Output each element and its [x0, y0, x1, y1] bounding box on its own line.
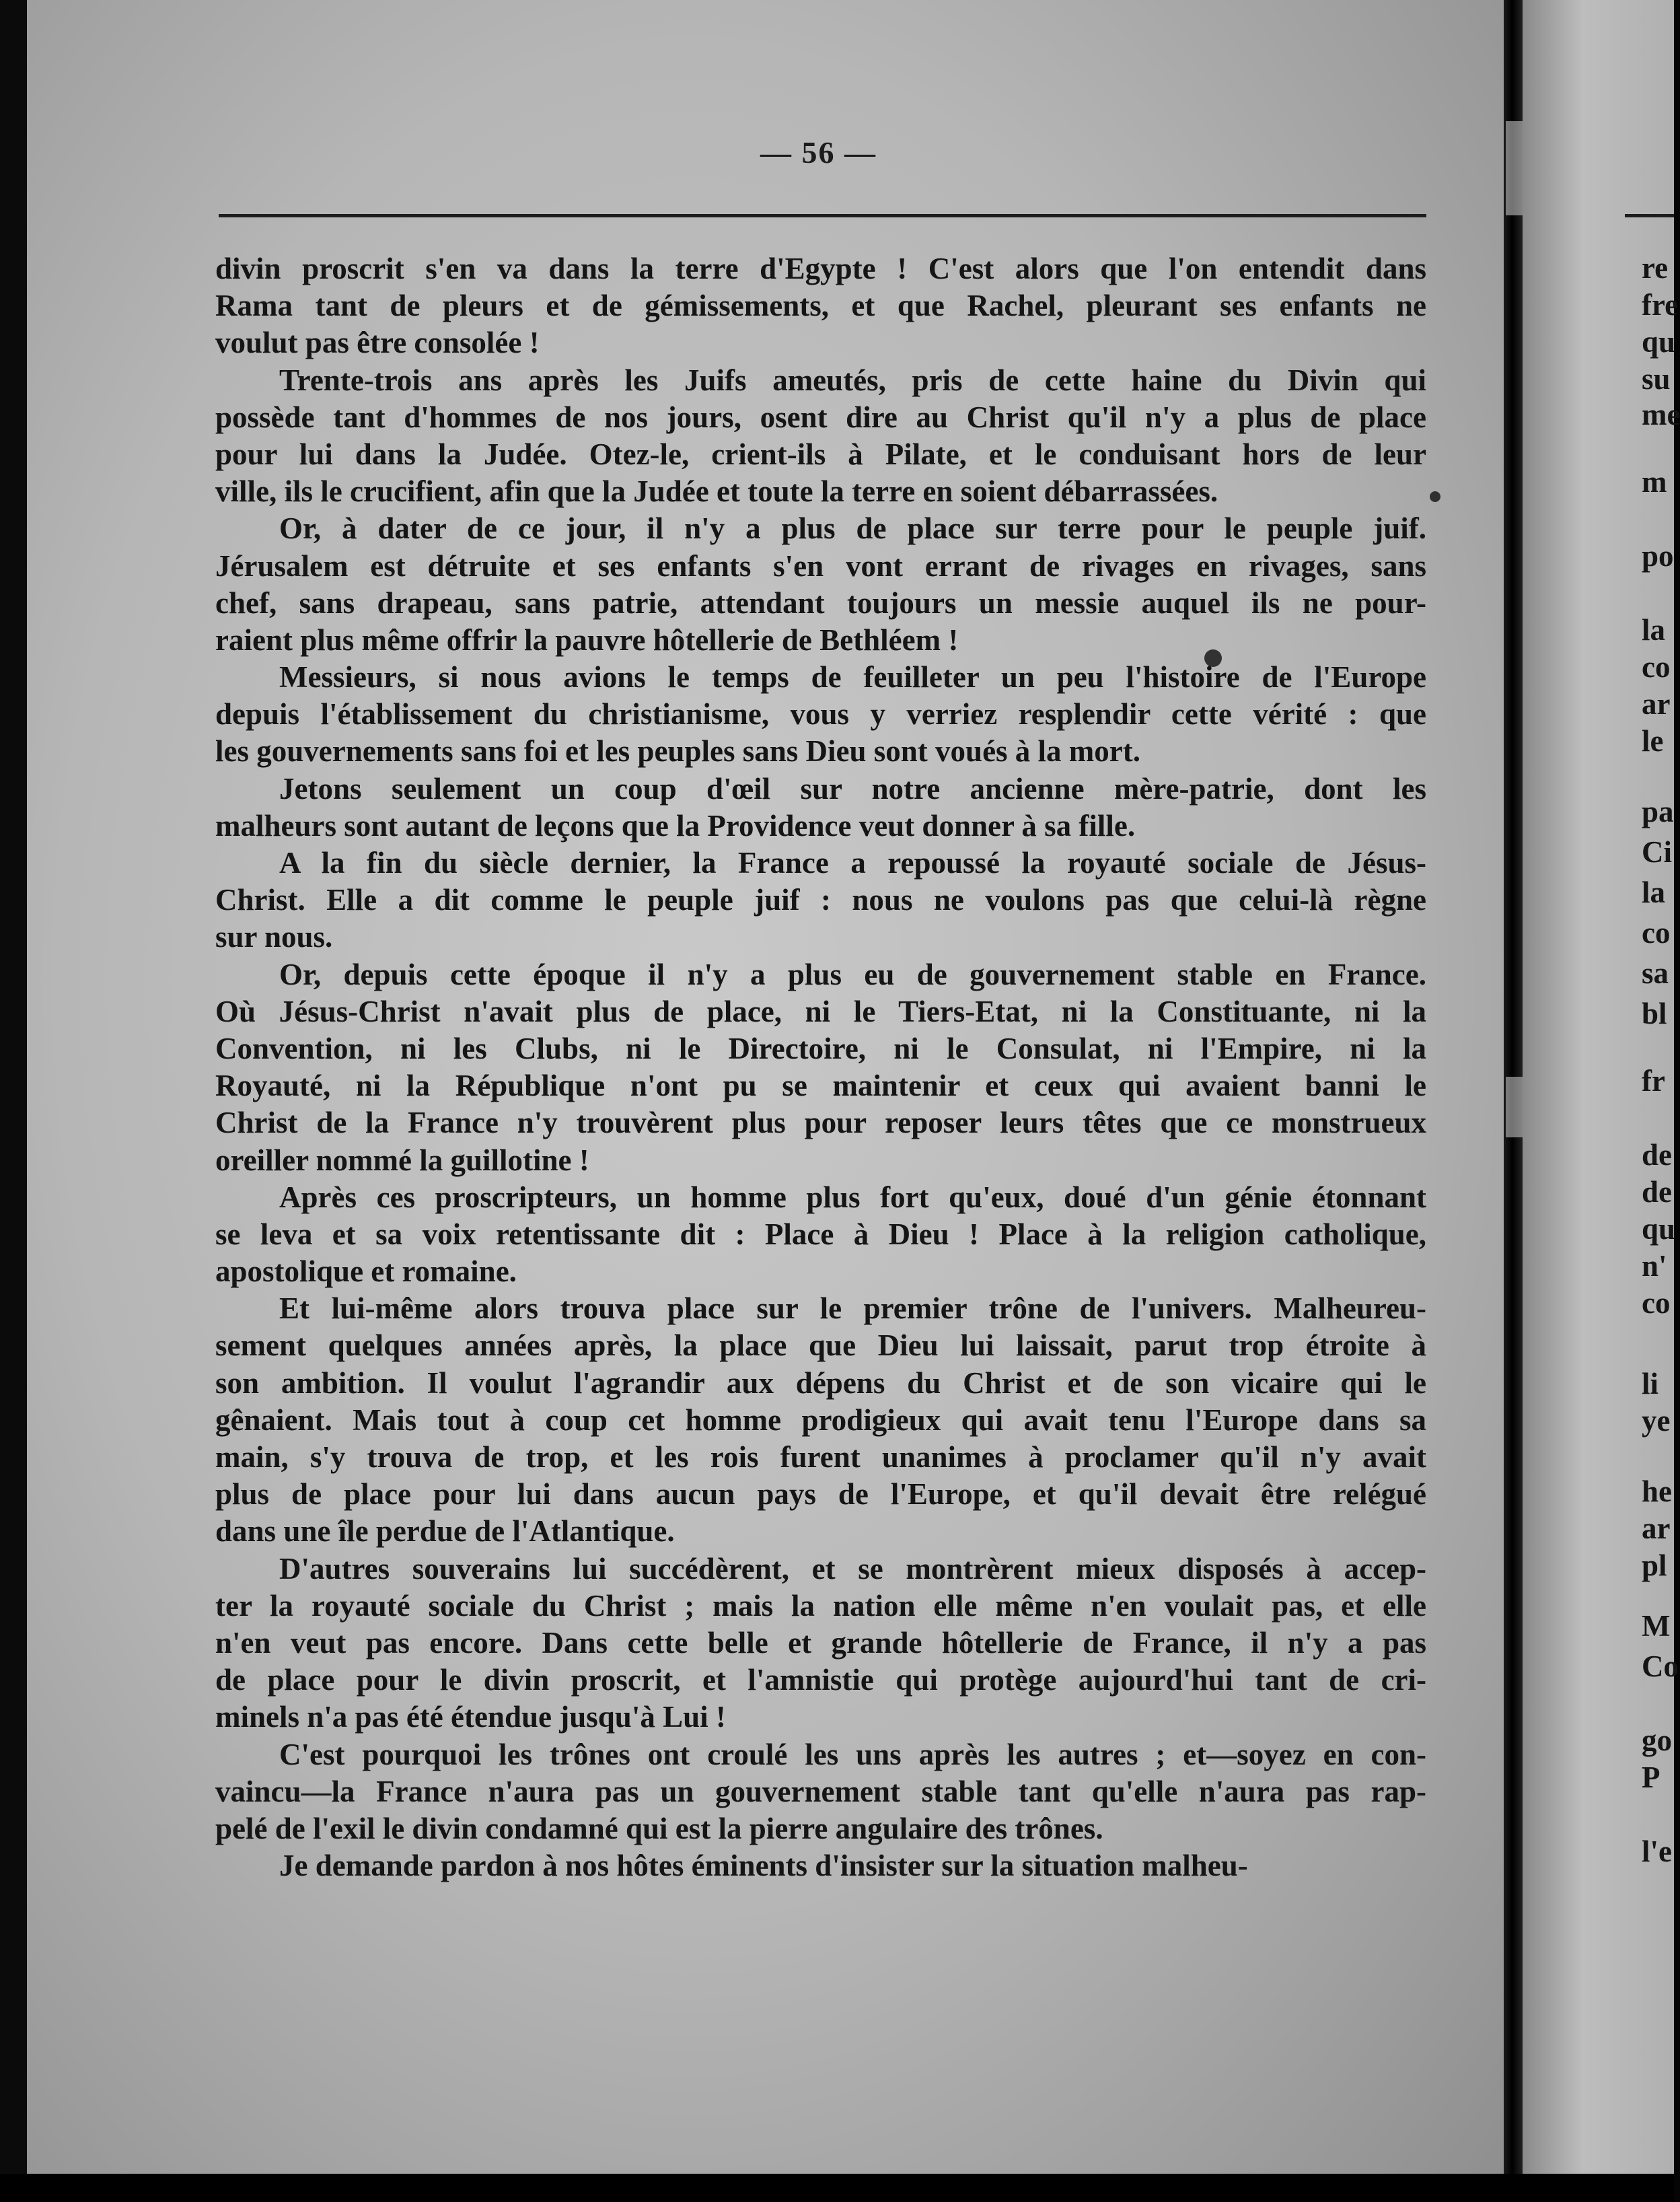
text-line: Convention, ni les Clubs, ni le Directoire, ni le Consulat, ni l'Empire, ni la [215, 1031, 1426, 1065]
text-line: dans une île perdue de l'Atlantique. [215, 1514, 675, 1549]
text-line: Après ces proscripteurs, un homme plus fort qu'eux, doué d'un génie étonnant [279, 1180, 1426, 1214]
facing-text-fragment: n' [1642, 1249, 1667, 1283]
paragraph [215, 362, 1426, 511]
text-line: divin proscrit s'en va dans la terre d'Egypte ! C'est alors que l'on entendit dans [215, 252, 1426, 285]
text-line: n'en veut pas encore. Dans cette belle et grande hôtellerie de France, il n'y a pas [215, 1625, 1426, 1660]
ink-spot [1430, 491, 1440, 502]
text-line: depuis l'établissement du christianisme, vous y verriez resplendir cette vérité : que [215, 697, 1426, 732]
scan-border [0, 2174, 1674, 2202]
paragraph [215, 250, 1426, 362]
facing-text-fragment: de [1642, 1175, 1672, 1209]
text-line: Messieurs, si nous avions le temps de feuilleter un peu l'histoire de l'Europe [279, 660, 1426, 695]
text-line: A la fin du siècle dernier, la France a repoussé la royauté sociale de Jésus- [279, 846, 1426, 880]
text-line: de place pour le divin proscrit, et l'amnistie qui protège aujourd'hui tant de cri- [215, 1663, 1426, 1697]
facing-text-fragment: P [1642, 1761, 1660, 1794]
facing-header-rule [1625, 214, 1674, 217]
text-line: Rama tant de pleurs et de gémissements, et que Rachel, pleurant ses enfants ne [215, 289, 1426, 323]
facing-text-fragment: me [1642, 398, 1680, 431]
header-rule [219, 214, 1426, 217]
facing-text-fragment: su [1642, 362, 1671, 396]
facing-text-fragment: Ci [1642, 835, 1672, 869]
text-line: possède tant d'hommes de nos jours, osent dire au Christ qu'il n'y a plus de place [215, 400, 1426, 434]
text-line: ter la royauté sociale du Christ ; mais la nation elle même n'en voulait pas, et elle [215, 1588, 1426, 1623]
text-line: C'est pourquoi les trônes ont croulé les uns après les autres ; et—soyez en con- [279, 1737, 1426, 1771]
facing-text-fragment: le [1642, 724, 1664, 758]
text-line: pelé de l'exil le divin condamné qui est la pierre angulaire des trônes. [215, 1811, 1103, 1845]
paragraph [215, 1179, 1426, 1291]
facing-text-fragment: fre [1642, 288, 1679, 322]
facing-text-fragment: pl [1642, 1549, 1667, 1582]
text-line: plus de place pour lui dans aucun pays de l'Europe, et qu'il devait être relégué [215, 1477, 1426, 1512]
facing-text-fragment: co [1642, 916, 1671, 950]
paragraph [215, 771, 1426, 845]
facing-text-fragment: pa [1642, 795, 1674, 828]
text-line: main, s'y trouva de trop, et les rois furent unanimes à proclamer qu'il n'y avait [215, 1440, 1426, 1474]
paragraph [215, 1551, 1426, 1736]
paragraph [215, 956, 1426, 1179]
facing-text-fragment: co [1642, 650, 1671, 684]
text-line: gênaient. Mais tout à coup cet homme prodigieux qui avait tenu l'Europe dans sa [215, 1402, 1426, 1437]
text-line: Jetons seulement un coup d'œil sur notre ancienne mère-patrie, dont les [279, 771, 1426, 806]
facing-text-fragment: qu [1642, 1212, 1676, 1246]
body-text [215, 250, 1426, 1884]
text-line: apostolique et romaine. [215, 1254, 517, 1289]
text-line: Et lui-même alors trouva place sur le premier trône de l'univers. Malheureu- [279, 1291, 1426, 1326]
facing-text-fragment: co [1642, 1286, 1671, 1320]
facing-text-fragment: fr [1642, 1064, 1665, 1098]
facing-text-fragment: l'e [1642, 1835, 1672, 1868]
text-line: D'autres souverains lui succédèrent, et se montrèrent mieux disposés à accep- [279, 1551, 1426, 1586]
paragraph [215, 1847, 1426, 1884]
text-line: son ambition. Il voulut l'agrandir aux dépens du Christ et de son vicaire qui le [215, 1365, 1426, 1400]
facing-text-fragment: he [1642, 1475, 1672, 1508]
text-line: ville, ils le crucifient, afin que la Judée et toute la terre en soient débarrassées. [215, 474, 1218, 509]
paragraph [215, 659, 1426, 771]
text-line: malheurs sont autant de leçons que la Providence veut donner à sa fille. [215, 808, 1136, 843]
facing-text-fragment: bl [1642, 997, 1667, 1030]
text-line: Je demande pardon à nos hôtes éminents d'insister sur la situation malheu- [279, 1849, 1248, 1883]
facing-text-fragment: m [1642, 465, 1667, 499]
text-line: Trente-trois ans après les Juifs ameutés, pris de cette haine du Divin qui [279, 363, 1426, 397]
facing-text-fragment: ar [1642, 1512, 1671, 1545]
text-line: voulut pas être consolée ! [215, 326, 540, 360]
facing-text-fragment: po [1642, 539, 1674, 573]
paragraph [215, 1736, 1426, 1848]
text-line: Or, à dater de ce jour, il n'y a plus de place sur terre pour le peuple juif. [279, 511, 1426, 546]
facing-text-fragment: sa [1642, 956, 1669, 990]
facing-text-fragment: la [1642, 876, 1666, 909]
facing-text-fragment: qu [1642, 325, 1676, 359]
facing-text-fragment: M [1642, 1609, 1671, 1643]
facing-text-fragment: go [1642, 1724, 1672, 1757]
facing-text-fragment: li [1642, 1367, 1659, 1400]
text-line: Jérusalem est détruite et ses enfants s'en vont errant de rivages en rivages, sans [215, 548, 1426, 583]
text-line: Christ. Elle a dit comme le peuple juif : nous ne voulons pas que celui-là règne [215, 883, 1426, 917]
facing-text-fragment: la [1642, 613, 1666, 647]
text-line: sement quelques années après, la place que Dieu lui laissait, parut trop étroite à [215, 1328, 1426, 1363]
text-line: vaincu—la France n'aura pas un gouvernement stable tant qu'elle n'aura pas rap- [215, 1774, 1426, 1808]
paragraph [215, 845, 1426, 956]
facing-text-fragment: ye [1642, 1404, 1671, 1437]
text-line: les gouvernements sans foi et les peuples sans Dieu sont voués à la mort. [215, 734, 1141, 769]
text-line: raient plus même offrir la pauvre hôtellerie de Bethléem ! [215, 623, 959, 657]
text-line: Royauté, ni la République n'ont pu se maintenir et ceux qui avaient banni le [215, 1069, 1426, 1103]
facing-text-fragment: re [1642, 251, 1669, 285]
text-line: Où Jésus-Christ n'avait plus de place, ni le Tiers-Etat, ni la Constituante, ni la [215, 994, 1426, 1028]
text-line: se leva et sa voix retentissante dit : Place à Dieu ! Place à la religion catholique, [215, 1217, 1426, 1251]
text-line: Christ de la France n'y trouvèrent plus pour reposer leurs têtes que ce monstrueux [215, 1106, 1426, 1140]
text-line: chef, sans drapeau, sans patrie, attendant toujours un messie auquel ils ne pour- [215, 585, 1426, 620]
text-line: oreiller nommé la guillotine ! [215, 1143, 589, 1177]
text-line: Or, depuis cette époque il n'y a plus eu de gouvernement stable en France. [279, 957, 1426, 991]
text-line: minels n'a pas été étendue jusqu'à Lui ! [215, 1700, 726, 1734]
paragraph [215, 510, 1426, 659]
page-number: — 56 — [760, 135, 877, 170]
facing-text-fragment: de [1642, 1138, 1672, 1172]
text-line: pour lui dans la Judée. Otez-le, crient-ils à Pilate, et le conduisant hors de leur [215, 437, 1426, 471]
facing-text-fragment: Co [1642, 1649, 1679, 1683]
paragraph [215, 1290, 1426, 1550]
facing-text-fragment: ar [1642, 687, 1671, 721]
text-line: sur nous. [215, 920, 333, 954]
